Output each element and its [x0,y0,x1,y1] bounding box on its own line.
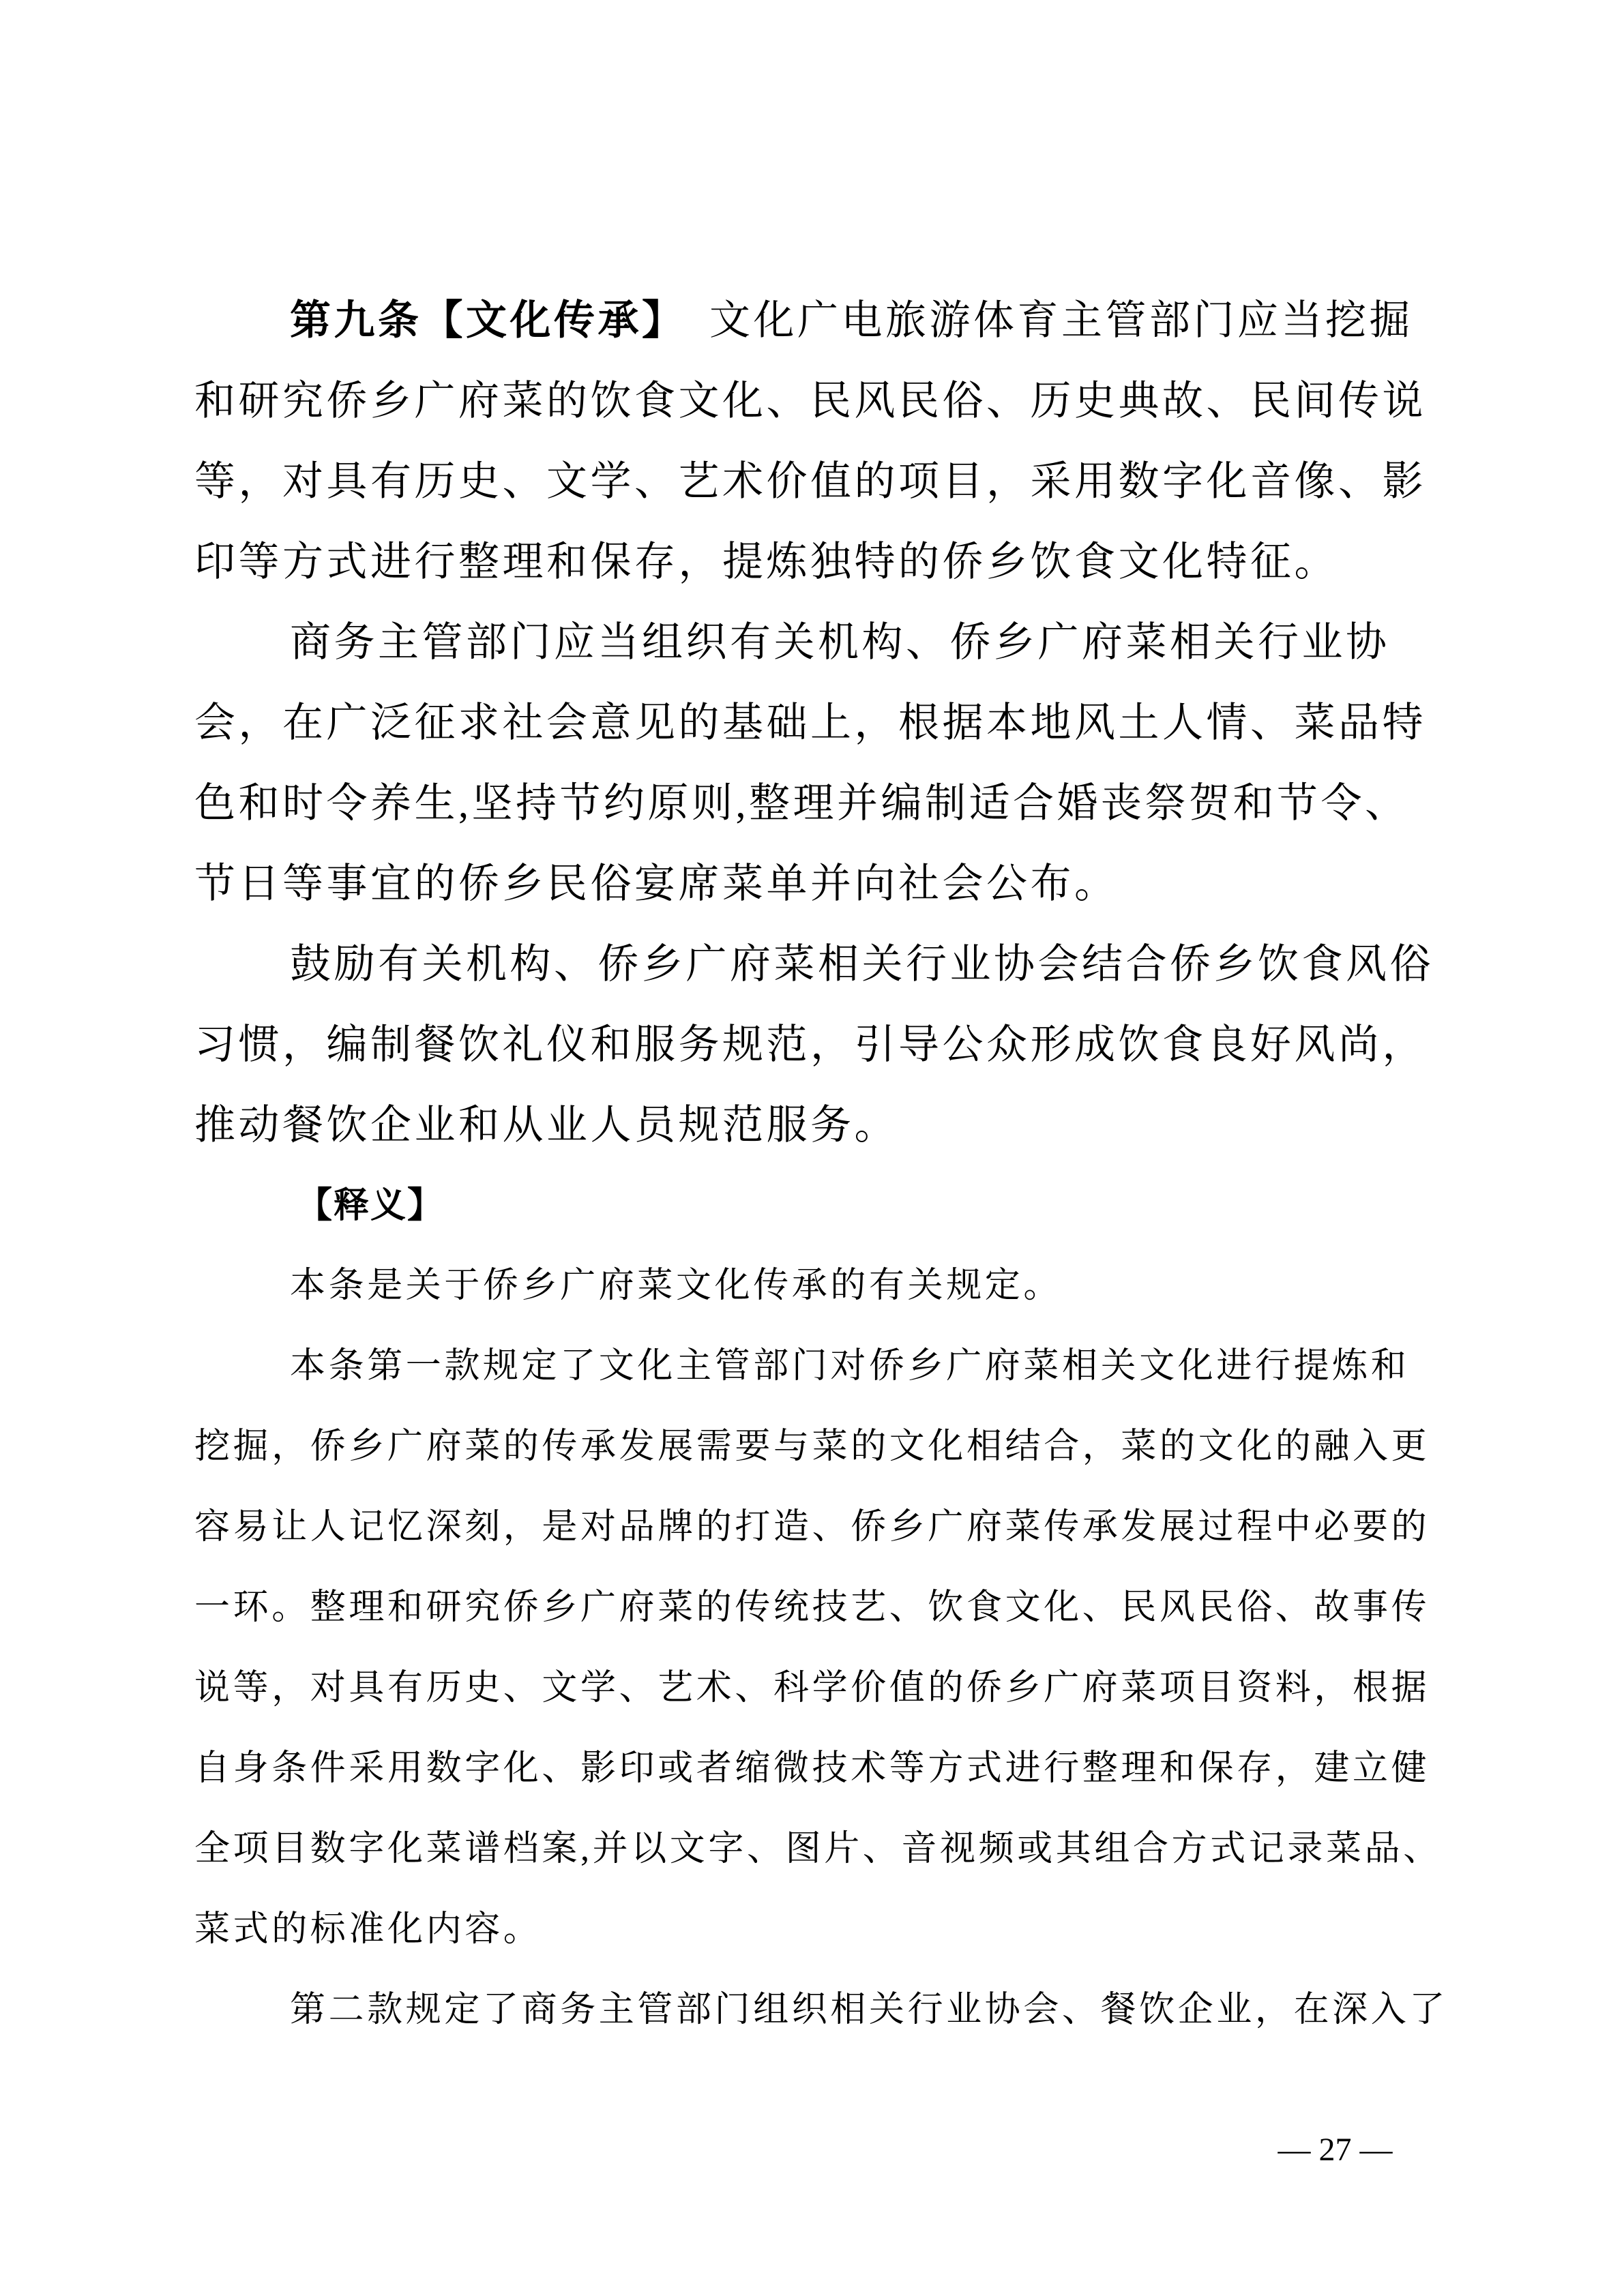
article-line: 和研究侨乡广府菜的饮食文化、民风民俗、历史典故、民间传说 [194,378,1426,423]
article-paragraph-3 [194,924,1434,1165]
article-line [194,280,1429,361]
interpretation-paragraph-1 [194,1246,1429,1326]
article-line: 鼓励有关机构、侨乡广府菜相关行业协会结合侨乡饮食风俗 [290,942,1434,987]
interpretation-paragraph-2 [194,1326,1442,1970]
interpretation-line: 挖掘，侨乡广府菜的传承发展需要与菜的文化相结合，菜的文化的融入更 [194,1427,1430,1466]
interpretation-heading: 【释义】 [297,1186,445,1225]
article-line: 习惯，编制餐饮礼仪和服务规范，引导公众形成饮食良好风尚， [194,1022,1426,1067]
interpretation-line: 本条是关于侨乡广府菜文化传承的有关规定。 [290,1266,1063,1305]
interpretation-line: 第二款规定了商务主管部门组织相关行业协会、餐饮企业，在深入了 [290,1991,1449,2029]
interpretation-line: 一环。整理和研究侨乡广府菜的传统技艺、饮食文化、民风民俗、故事传 [194,1588,1430,1627]
article-line: 会，在广泛征求社会意见的基础上，根据本地风土人情、菜品特 [194,700,1426,745]
interpretation-line: 自身条件采用数字化、影印或者缩微技术等方式进行整理和保存，建立健 [194,1749,1430,1788]
interpretation-line: 全项目数字化菜谱档案,并以文字、图片、音视频或其组合方式记录菜品、 [194,1830,1442,1868]
article-line: 推动餐饮企业和从业人员规范服务。 [194,1103,898,1148]
clause-first-line-text: 文化广电旅游体育主管部门应当挖掘 [665,298,1413,343]
page-number: — 27 — [1278,2132,1393,2168]
article-line: 色和时令养生,坚持节约原则,整理并编制适合婚丧祭贺和节令、 [194,781,1409,826]
interpretation-paragraph-3 [194,1970,1449,2051]
clause-number-title: 第九条【文化传承】 [290,297,666,343]
article-line: 等，对具有历史、文学、艺术价值的项目，采用数字化音像、影 [194,459,1426,504]
article-line: 节日等事宜的侨乡民俗宴席菜单并向社会公布。 [194,861,1119,906]
document-body [194,280,1449,2051]
interpretation-line: 说等，对具有历史、文学、艺术、科学价值的侨乡广府菜项目资料，根据 [194,1669,1430,1708]
article-line: 商务主管部门应当组织有关机构、侨乡广府菜相关行业协 [290,620,1390,665]
interpretation-line: 容易让人记忆深刻，是对品牌的打造、侨乡广府菜传承发展过程中必要的 [194,1508,1430,1547]
article-paragraph-2 [194,602,1429,924]
interpretation-line: 本条第一款规定了文化主管部门对侨乡广府菜相关文化进行提炼和 [290,1347,1410,1386]
article-line: 印等方式进行整理和保存，提炼独特的侨乡饮食文化特征。 [194,539,1338,584]
article-paragraph-1 [194,280,1429,602]
interpretation-line: 菜式的标准化内容。 [194,1910,542,1949]
